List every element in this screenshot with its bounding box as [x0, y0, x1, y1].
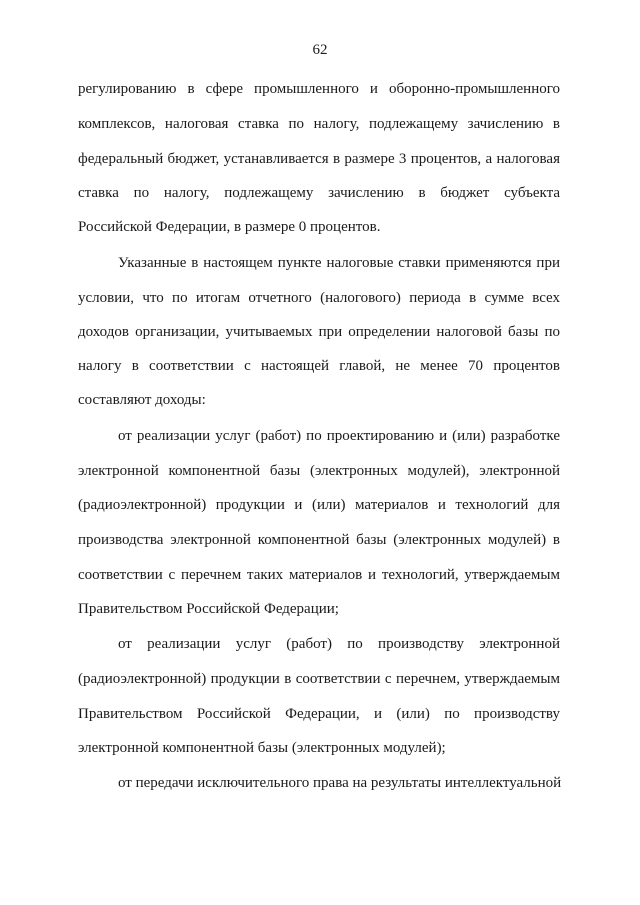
text-line: Указанные в настоящем пункте налоговые ставки применяются при: [118, 255, 560, 271]
text-line: Российской Федерации, в размере 0 процентов.: [78, 219, 381, 235]
text-line: комплексов, налоговая ставка по налогу, подлежащему зачислению в: [78, 116, 560, 132]
text-line: от реализации услуг (работ) по производству электронной: [118, 636, 560, 652]
page-number: 62: [312, 42, 328, 58]
text-line: налогу в соответствии с настоящей главой, не менее 70 процентов: [78, 358, 560, 374]
text-line: электронной компонентной базы (электронных модулей), электронной: [78, 463, 560, 479]
text-line: Правительством Российской Федерации;: [78, 601, 339, 617]
text-line: составляют доходы:: [78, 392, 206, 408]
text-line: Правительством Российской Федерации, и (или) по производству: [78, 706, 560, 722]
text-line: от реализации услуг (работ) по проектированию и (или) разработке: [118, 428, 560, 444]
text-line: регулированию в сфере промышленного и оборонно-промышленного: [78, 81, 560, 97]
text-line: (радиоэлектронной) продукции в соответствии с перечнем, утверждаемым: [78, 671, 560, 687]
text-line: ставка по налогу, подлежащему зачислению в бюджет субъекта: [78, 185, 560, 201]
text-line: электронной компонентной базы (электронных модулей);: [78, 740, 446, 756]
text-line: доходов организации, учитываемых при определении налоговой базы по: [78, 324, 560, 340]
text-line: от передачи исключительного права на результаты интеллектуальной: [118, 775, 562, 791]
text-line: (радиоэлектронной) продукции и (или) материалов и технологий для: [78, 497, 560, 513]
text-line: производства электронной компонентной базы (электронных модулей) в: [78, 532, 560, 548]
text-line: соответствии с перечнем таких материалов и технологий, утверждаемым: [78, 567, 560, 583]
text-line: федеральный бюджет, устанавливается в размере 3 процентов, а налоговая: [78, 151, 560, 167]
text-line: условии, что по итогам отчетного (налогового) периода в сумме всех: [78, 290, 560, 306]
